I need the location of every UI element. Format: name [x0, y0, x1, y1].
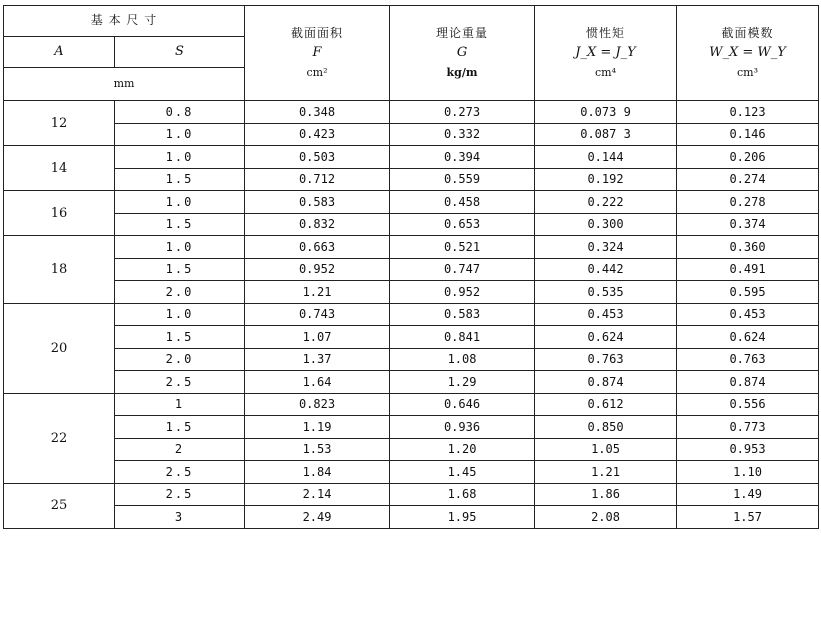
column-a-header: A [4, 37, 115, 68]
cell-weight: 0.646 [390, 393, 535, 416]
inertia-header-cn: 惯性矩 [586, 26, 626, 41]
cell-modulus: 0.360 [677, 236, 819, 259]
cell-inertia: 0.192 [535, 168, 677, 191]
cell-area: 0.348 [245, 101, 390, 124]
cell-area: 2.49 [245, 506, 390, 529]
cell-weight: 0.747 [390, 258, 535, 281]
table-row [4, 348, 819, 371]
table-row [4, 123, 819, 146]
cell-inertia: 0.874 [535, 371, 677, 394]
cell-s: 1.5 [115, 258, 245, 281]
cell-area: 2.14 [245, 483, 390, 506]
cell-inertia: 1.86 [535, 483, 677, 506]
cell-weight: 1.08 [390, 348, 535, 371]
cell-inertia: 0.624 [535, 326, 677, 349]
cell-s: 2 [115, 438, 245, 461]
cell-modulus: 0.773 [677, 416, 819, 439]
cell-weight: 1.68 [390, 483, 535, 506]
cell-a: 14 [4, 146, 115, 191]
table-row [4, 258, 819, 281]
cell-area: 0.423 [245, 123, 390, 146]
modulus-header-cn: 截面模数 [721, 26, 774, 41]
cell-area: 1.21 [245, 281, 390, 304]
cell-area: 0.583 [245, 191, 390, 214]
cell-area: 1.64 [245, 371, 390, 394]
table-row [4, 393, 819, 416]
cell-inertia: 0.612 [535, 393, 677, 416]
cell-s: 1.0 [115, 123, 245, 146]
table-row [4, 236, 819, 259]
area-header-unit: cm² [306, 65, 328, 79]
cell-inertia: 0.324 [535, 236, 677, 259]
basic-dimension-header: 基 本 尺 寸 [4, 6, 245, 37]
cell-weight: 0.559 [390, 168, 535, 191]
cell-weight: 0.273 [390, 101, 535, 124]
cell-modulus: 1.10 [677, 461, 819, 484]
cell-s: 2.5 [115, 461, 245, 484]
inertia-header-symbol: J_X = J_Y [575, 45, 636, 61]
table-row [4, 461, 819, 484]
table-row [4, 416, 819, 439]
cell-modulus: 0.274 [677, 168, 819, 191]
cell-inertia: 0.763 [535, 348, 677, 371]
cell-weight: 0.332 [390, 123, 535, 146]
cell-inertia: 1.05 [535, 438, 677, 461]
cell-s: 1.5 [115, 168, 245, 191]
cell-s: 1 [115, 393, 245, 416]
cell-modulus: 0.874 [677, 371, 819, 394]
area-header-cn: 截面面积 [291, 26, 344, 41]
cell-area: 0.503 [245, 146, 390, 169]
cell-modulus: 0.374 [677, 213, 819, 236]
weight-header-unit: kg/m [446, 65, 478, 79]
cell-weight: 1.45 [390, 461, 535, 484]
table-row [4, 168, 819, 191]
cell-a: 16 [4, 191, 115, 236]
cell-area: 1.53 [245, 438, 390, 461]
cell-weight: 0.394 [390, 146, 535, 169]
table-row [4, 506, 819, 529]
cell-area: 0.823 [245, 393, 390, 416]
table-row [4, 371, 819, 394]
cell-area: 0.743 [245, 303, 390, 326]
table-row [4, 438, 819, 461]
cell-modulus: 1.57 [677, 506, 819, 529]
cell-s: 2.5 [115, 371, 245, 394]
cell-a: 18 [4, 236, 115, 304]
cell-modulus: 0.491 [677, 258, 819, 281]
cell-modulus: 0.453 [677, 303, 819, 326]
cell-weight: 0.653 [390, 213, 535, 236]
cell-s: 2.5 [115, 483, 245, 506]
cell-a: 20 [4, 303, 115, 393]
area-header [245, 6, 390, 101]
cell-s: 2.0 [115, 348, 245, 371]
cell-modulus: 0.595 [677, 281, 819, 304]
cell-area: 0.952 [245, 258, 390, 281]
cell-inertia: 0.850 [535, 416, 677, 439]
cell-s: 2.0 [115, 281, 245, 304]
cell-s: 1.5 [115, 213, 245, 236]
cell-a: 22 [4, 393, 115, 483]
cell-weight: 1.95 [390, 506, 535, 529]
cell-s: 1.5 [115, 326, 245, 349]
table-row [4, 191, 819, 214]
cell-s: 1.5 [115, 416, 245, 439]
cell-weight: 0.583 [390, 303, 535, 326]
modulus-header-unit: cm³ [737, 65, 759, 79]
table-row [4, 483, 819, 506]
cell-inertia: 2.08 [535, 506, 677, 529]
cell-area: 0.832 [245, 213, 390, 236]
cell-weight: 1.20 [390, 438, 535, 461]
table-row [4, 146, 819, 169]
cell-modulus: 1.49 [677, 483, 819, 506]
table-body [4, 101, 819, 529]
cell-s: 1.0 [115, 191, 245, 214]
cell-area: 1.84 [245, 461, 390, 484]
cell-a: 12 [4, 101, 115, 146]
table-row [4, 281, 819, 304]
mm-unit-header: mm [4, 68, 245, 101]
cell-weight: 0.936 [390, 416, 535, 439]
cell-inertia: 0.087 3 [535, 123, 677, 146]
cell-weight: 0.952 [390, 281, 535, 304]
modulus-header [677, 6, 819, 101]
cell-modulus: 0.146 [677, 123, 819, 146]
cell-modulus: 0.953 [677, 438, 819, 461]
table-row [4, 101, 819, 124]
table-row [4, 213, 819, 236]
cell-area: 0.712 [245, 168, 390, 191]
cell-inertia: 1.21 [535, 461, 677, 484]
modulus-header-symbol: W_X = W_Y [709, 45, 786, 61]
table-row [4, 326, 819, 349]
cell-modulus: 0.556 [677, 393, 819, 416]
cell-inertia: 0.222 [535, 191, 677, 214]
cell-modulus: 0.278 [677, 191, 819, 214]
cell-modulus: 0.123 [677, 101, 819, 124]
inertia-header-unit: cm⁴ [595, 65, 617, 79]
cell-weight: 1.29 [390, 371, 535, 394]
weight-header-cn: 理论重量 [436, 26, 489, 41]
cell-weight: 0.841 [390, 326, 535, 349]
weight-header [390, 6, 535, 101]
dimension-table [3, 5, 819, 529]
cell-modulus: 0.763 [677, 348, 819, 371]
inertia-header [535, 6, 677, 101]
cell-inertia: 0.300 [535, 213, 677, 236]
cell-area: 0.663 [245, 236, 390, 259]
cell-weight: 0.521 [390, 236, 535, 259]
table-row [4, 303, 819, 326]
cell-inertia: 0.453 [535, 303, 677, 326]
cell-area: 1.19 [245, 416, 390, 439]
weight-header-symbol: G [456, 45, 468, 61]
column-s-header: S [115, 37, 245, 68]
cell-s: 1.0 [115, 303, 245, 326]
cell-modulus: 0.206 [677, 146, 819, 169]
cell-inertia: 0.073 9 [535, 101, 677, 124]
cell-a: 25 [4, 483, 115, 528]
cell-inertia: 0.535 [535, 281, 677, 304]
cell-weight: 0.458 [390, 191, 535, 214]
cell-inertia: 0.442 [535, 258, 677, 281]
cell-inertia: 0.144 [535, 146, 677, 169]
table-header [4, 6, 819, 101]
cell-s: 1.0 [115, 146, 245, 169]
cell-area: 1.07 [245, 326, 390, 349]
cell-s: 0.8 [115, 101, 245, 124]
cell-s: 3 [115, 506, 245, 529]
cell-modulus: 0.624 [677, 326, 819, 349]
cell-s: 1.0 [115, 236, 245, 259]
cell-area: 1.37 [245, 348, 390, 371]
area-header-symbol: F [312, 45, 322, 61]
